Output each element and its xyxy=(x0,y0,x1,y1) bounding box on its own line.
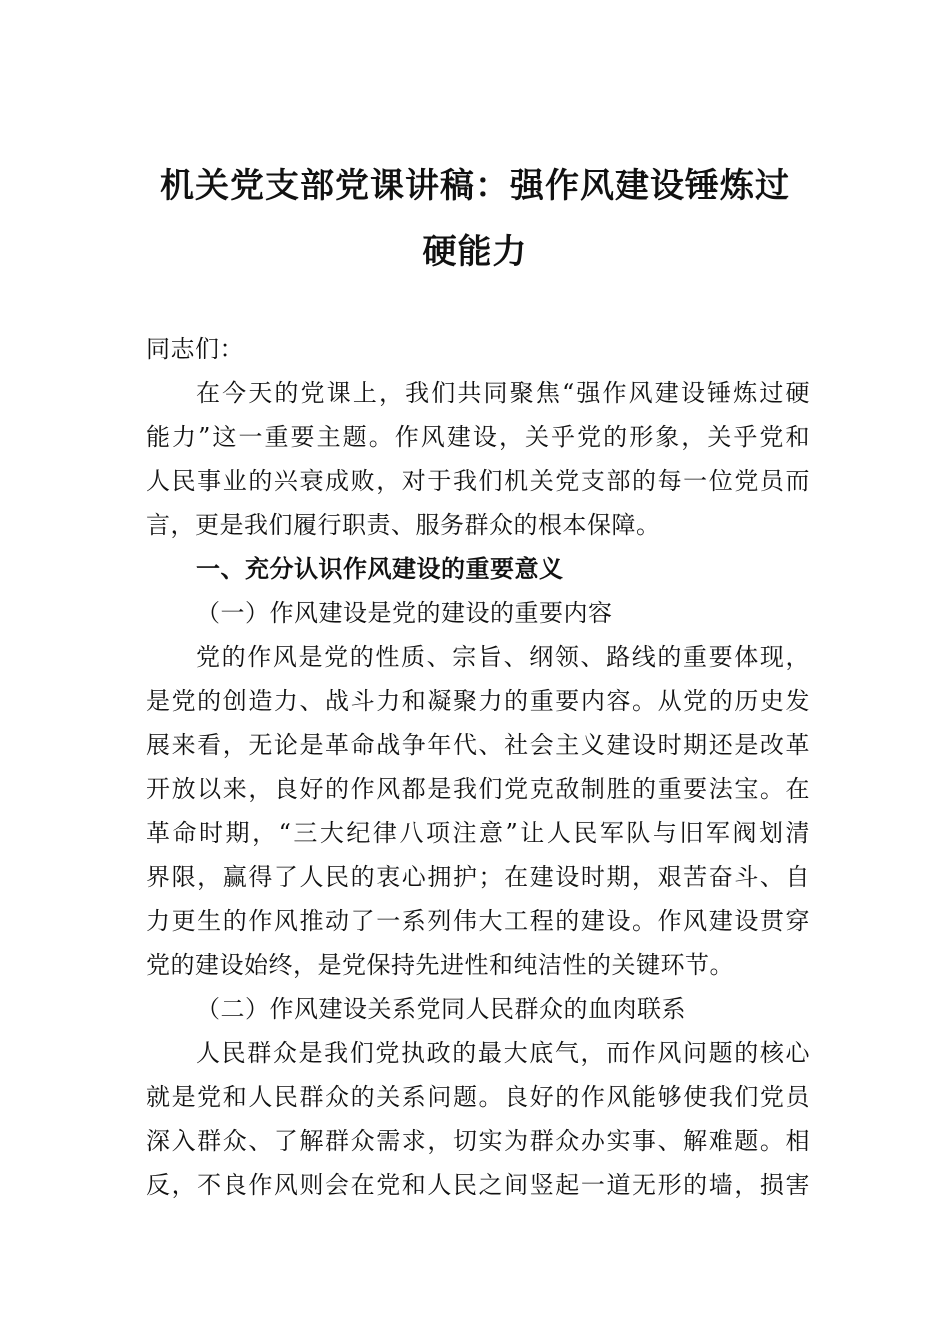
salutation: 同志们： xyxy=(146,335,244,363)
subsection-2-line: 就是党和人民群众的关系问题。良好的作风能够使我们党员 xyxy=(146,1083,810,1111)
subsection-1-line: 开放以来，良好的作风都是我们党克敌制胜的重要法宝。在 xyxy=(146,775,810,803)
subsection-1-heading: （一）作风建设是党的建设的重要内容 xyxy=(196,599,613,627)
document-title-line-2: 硬能力 xyxy=(422,232,528,272)
intro-line: 人民事业的兴衰成败，对于我们机关党支部的每一位党员而 xyxy=(146,467,810,495)
subsection-2-line: 人民群众是我们党执政的最大底气，而作风问题的核心 xyxy=(196,1039,810,1067)
subsection-2-line: 深入群众、了解群众需求，切实为群众办实事、解难题。相 xyxy=(146,1127,810,1155)
subsection-1-line: 党的作风是党的性质、宗旨、纲领、路线的重要体现， xyxy=(196,643,810,671)
subsection-1-line: 革命时期，“三大纪律八项注意”让人民军队与旧军阀划清 xyxy=(146,819,810,847)
subsection-1-line: 展来看，无论是革命战争年代、社会主义建设时期还是改革 xyxy=(146,731,810,759)
section-1-heading: 一、充分认识作风建设的重要意义 xyxy=(196,555,564,583)
subsection-1-line: 党的建设始终，是党保持先进性和纯洁性的关键环节。 xyxy=(146,951,734,979)
intro-line: 在今天的党课上，我们共同聚焦“强作风建设锤炼过硬 xyxy=(196,379,810,407)
intro-line: 能力”这一重要主题。作风建设，关乎党的形象，关乎党和 xyxy=(146,423,810,451)
intro-line: 言，更是我们履行职责、服务群众的根本保障。 xyxy=(146,511,661,539)
subsection-1-line: 力更生的作风推动了一系列伟大工程的建设。作风建设贯穿 xyxy=(146,907,810,935)
subsection-1-line: 是党的创造力、战斗力和凝聚力的重要内容。从党的历史发 xyxy=(146,687,810,715)
document-title-line-1: 机关党支部党课讲稿：强作风建设锤炼过 xyxy=(160,166,790,206)
subsection-2-heading: （二）作风建设关系党同人民群众的血肉联系 xyxy=(196,995,686,1023)
subsection-2-line: 反，不良作风则会在党和人民之间竖起一道无形的墙，损害 xyxy=(146,1171,810,1199)
subsection-1-line: 界限，赢得了人民的衷心拥护；在建设时期，艰苦奋斗、自 xyxy=(146,863,810,891)
